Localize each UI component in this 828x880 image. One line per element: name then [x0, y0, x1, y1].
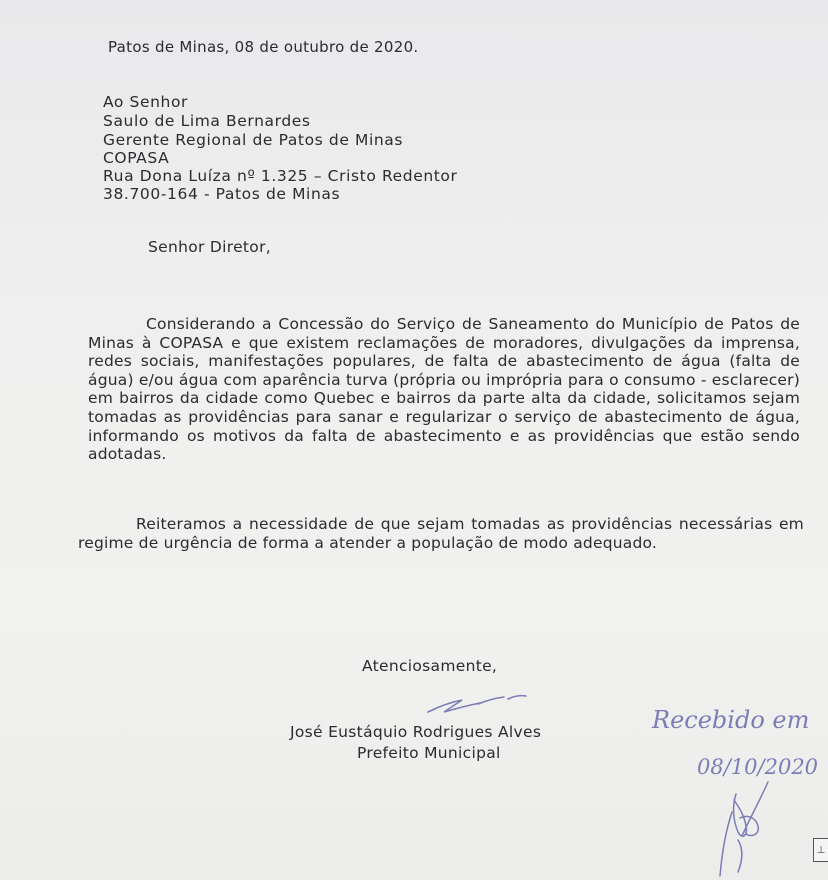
closing: Atenciosamente, — [362, 657, 498, 675]
salutation: Senhor Diretor, — [148, 238, 271, 256]
receipt-note-line-2: 08/10/2020 — [697, 755, 819, 779]
edge-marker: ⊥ — [813, 838, 828, 862]
addressee-line: Saulo de Lima Bernardes — [103, 112, 311, 130]
paragraph-text: Reiteramos a necessidade de que sejam tomadas as providências necessárias em regime de urgência de forma a atender a população de modo adequado. — [78, 515, 804, 552]
signer-role: Prefeito Municipal — [357, 744, 501, 762]
addressee-line: 38.700-164 - Patos de Minas — [103, 185, 341, 203]
date-line: Patos de Minas, 08 de outubro de 2020. — [108, 38, 419, 56]
addressee-line: Ao Senhor — [103, 93, 189, 111]
paragraph-text: Considerando a Concessão do Serviço de Saneamento do Município de Patos de Minas à COPASA e que existem reclamações de moradores, divulgações da imprensa, redes sociais, manifestações populares, de falta de abastecimento de água (falta de água) e/ou água com aparência turva (própria ou imprópria para o consumo - esclarecer) em bairros da cidade como Quebec e bairros da parte alta da cidade, solicitamos sejam tomadas as providências para sanar e regularizar o serviço de abastecimento de água, informando os motivos da falta de abastecimento e as providências que estão sendo adotadas. — [88, 315, 800, 464]
body-paragraph-1 — [88, 315, 800, 464]
receiver-signature — [720, 782, 768, 876]
signature-flourish — [428, 696, 526, 712]
addressee-line: COPASA — [103, 149, 170, 167]
receipt-note-line-1: Recebido em — [652, 706, 810, 734]
addressee-line: Gerente Regional de Patos de Minas — [103, 131, 404, 149]
addressee-line: Rua Dona Luíza nº 1.325 – Cristo Redentor — [103, 167, 458, 185]
signer-name: José Eustáquio Rodrigues Alves — [290, 723, 542, 741]
body-paragraph-2 — [78, 515, 804, 552]
